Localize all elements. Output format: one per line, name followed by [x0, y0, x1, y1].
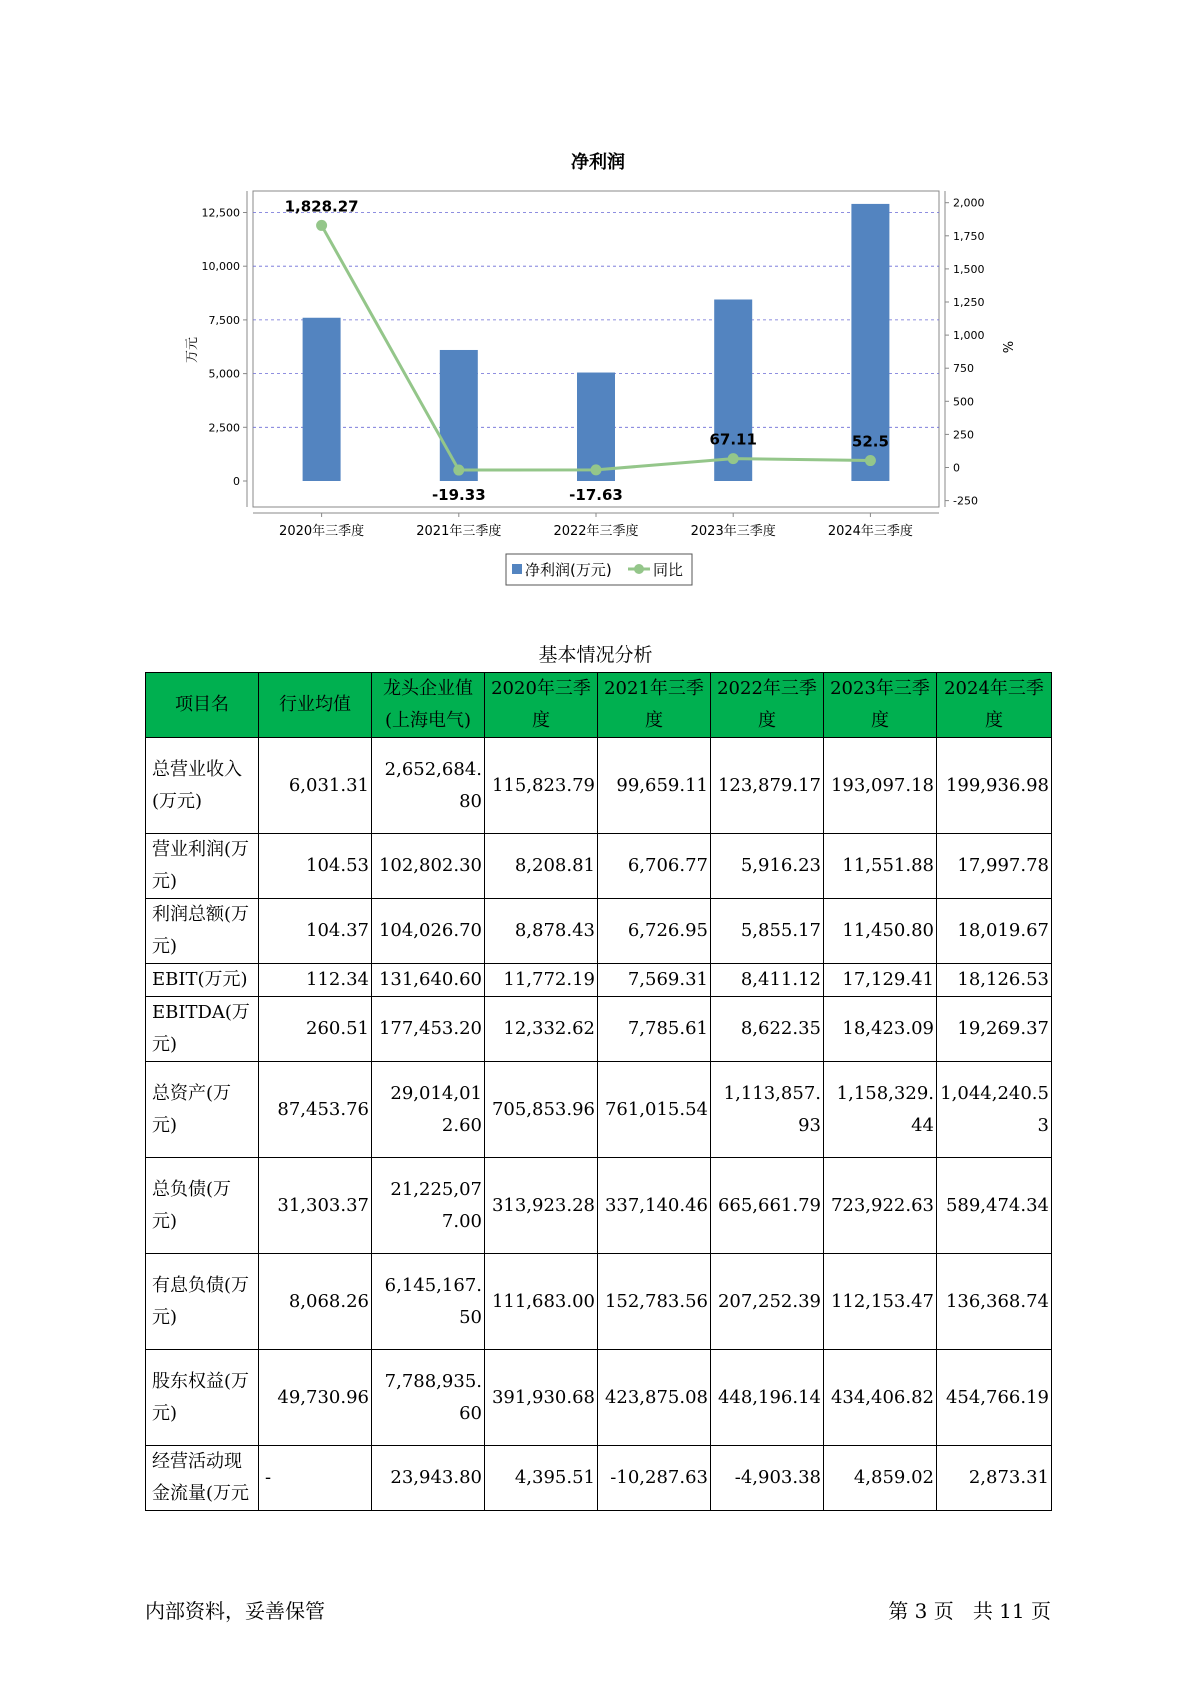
table-cell: 1,044,240.53: [937, 1062, 1052, 1158]
right-tick-label: 2,000: [953, 196, 985, 210]
table-cell: 7,785.61: [598, 997, 711, 1062]
table-cell: 6,706.77: [598, 834, 711, 899]
data-label: 52.5: [851, 432, 889, 451]
table-cell: 102,802.30: [372, 834, 485, 899]
table-cell: 761,015.54: [598, 1062, 711, 1158]
header-cell: 项目名: [146, 673, 259, 738]
row-label-cell: 总负债(万元): [146, 1158, 259, 1254]
table-cell: 104.37: [259, 899, 372, 964]
table-caption: 基本情况分析: [538, 644, 653, 666]
table-cell: 4,395.51: [485, 1446, 598, 1511]
table-row: [146, 1062, 1052, 1158]
table-cell: 19,269.37: [937, 997, 1052, 1062]
table-cell: 199,936.98: [937, 738, 1052, 834]
table-cell: 1,158,329.44: [824, 1062, 937, 1158]
table-cell: 8,411.12: [711, 964, 824, 997]
row-label-cell: 股东权益(万元): [146, 1350, 259, 1446]
table-cell: 49,730.96: [259, 1350, 372, 1446]
yoy-point: [316, 220, 327, 231]
x-tick-label: 2020年三季度: [279, 524, 365, 539]
yoy-point: [591, 464, 602, 475]
data-label: -17.63: [569, 485, 623, 504]
row-label-cell: 营业利润(万元): [146, 834, 259, 899]
header-cell: 2024年三季度: [937, 673, 1052, 738]
table-cell: 11,772.19: [485, 964, 598, 997]
table-cell: 193,097.18: [824, 738, 937, 834]
table-cell: 31,303.37: [259, 1158, 372, 1254]
table-cell: 8,878.43: [485, 899, 598, 964]
right-tick-label: 1,750: [953, 229, 985, 243]
row-label-cell: 总资产(万元): [146, 1062, 259, 1158]
row-label-cell: 总营业收入(万元): [146, 738, 259, 834]
table-cell: 434,406.82: [824, 1350, 937, 1446]
left-tick-label: 10,000: [201, 260, 240, 274]
table-cell: 115,823.79: [485, 738, 598, 834]
header-cell: 2021年三季度: [598, 673, 711, 738]
table-cell: 6,031.31: [259, 738, 372, 834]
right-tick-label: 500: [953, 395, 974, 409]
table-cell: 18,423.09: [824, 997, 937, 1062]
table-cell: 12,332.62: [485, 997, 598, 1062]
table-cell: 705,853.96: [485, 1062, 598, 1158]
x-tick-label: 2023年三季度: [690, 524, 776, 539]
table-cell: 23,943.80: [372, 1446, 485, 1511]
table-cell: 104,026.70: [372, 899, 485, 964]
left-tick-label: 12,500: [201, 206, 240, 220]
header-cell: 2020年三季度: [485, 673, 598, 738]
table-cell: 6,726.95: [598, 899, 711, 964]
table-cell: -4,903.38: [711, 1446, 824, 1511]
left-tick-label: 2,500: [208, 421, 240, 435]
table-cell: 99,659.11: [598, 738, 711, 834]
table-cell: 2,652,684.80: [372, 738, 485, 834]
right-tick-label: 750: [953, 362, 974, 376]
table-cell: 104.53: [259, 834, 372, 899]
table-cell: 5,855.17: [711, 899, 824, 964]
x-axis: [253, 513, 939, 539]
left-tick-label: 5,000: [208, 367, 240, 381]
table-row: [146, 1158, 1052, 1254]
right-tick-label: 250: [953, 428, 974, 442]
table-header: [146, 673, 1052, 738]
left-axis-label: 万元: [185, 336, 200, 364]
yoy-point: [865, 455, 876, 466]
left-axis: [202, 191, 248, 507]
table-cell: 29,014,012.60: [372, 1062, 485, 1158]
table-cell: 7,788,935.60: [372, 1350, 485, 1446]
data-label: 67.11: [709, 430, 757, 449]
table-cell: 112,153.47: [824, 1254, 937, 1350]
data-label: 1,828.27: [284, 197, 359, 216]
table-cell: 454,766.19: [937, 1350, 1052, 1446]
table-cell: 21,225,077.00: [372, 1158, 485, 1254]
right-axis: [945, 191, 985, 508]
table-cell: 448,196.14: [711, 1350, 824, 1446]
right-tick-label: 0: [953, 461, 960, 475]
left-tick-label: 7,500: [208, 313, 240, 327]
table-cell: 391,930.68: [485, 1350, 598, 1446]
table-cell: 112.34: [259, 964, 372, 997]
table-cell: 589,474.34: [937, 1158, 1052, 1254]
table-cell: 136,368.74: [937, 1254, 1052, 1350]
row-label-cell: 有息负债(万元): [146, 1254, 259, 1350]
table-cell: 17,997.78: [937, 834, 1052, 899]
yoy-point: [728, 453, 739, 464]
table-cell: 6,145,167.50: [372, 1254, 485, 1350]
bar: [440, 350, 478, 481]
table-cell: 152,783.56: [598, 1254, 711, 1350]
right-axis-label: %: [999, 340, 1014, 354]
table-row: [146, 964, 1052, 997]
legend-bar-swatch: [512, 564, 522, 574]
table-row: [146, 899, 1052, 964]
table-cell: 11,551.88: [824, 834, 937, 899]
table-cell: -10,287.63: [598, 1446, 711, 1511]
table-cell: 313,923.28: [485, 1158, 598, 1254]
table-cell: 8,068.26: [259, 1254, 372, 1350]
footer-confidential: 内部资料，妥善保管: [145, 1599, 325, 1623]
yoy-point: [453, 465, 464, 476]
chart-title: 净利润: [571, 152, 625, 173]
table-cell: -: [259, 1446, 372, 1511]
header-cell: 行业均值: [259, 673, 372, 738]
table-cell: 111,683.00: [485, 1254, 598, 1350]
table-cell: 260.51: [259, 997, 372, 1062]
header-cell: 2023年三季度: [824, 673, 937, 738]
x-tick-label: 2022年三季度: [553, 524, 639, 539]
table-row: [146, 834, 1052, 899]
table-cell: 177,453.20: [372, 997, 485, 1062]
header-cell: 龙头企业值(上海电气): [372, 673, 485, 738]
table-cell: 5,916.23: [711, 834, 824, 899]
table-cell: 337,140.46: [598, 1158, 711, 1254]
table-row: [146, 738, 1052, 834]
x-tick-label: 2024年三季度: [827, 524, 913, 539]
table-cell: 8,208.81: [485, 834, 598, 899]
table-cell: 123,879.17: [711, 738, 824, 834]
left-tick-label: 0: [233, 475, 240, 488]
table-cell: 1,113,857.93: [711, 1062, 824, 1158]
table-cell: 87,453.76: [259, 1062, 372, 1158]
right-tick-label: 1,250: [953, 296, 985, 309]
table-cell: 7,569.31: [598, 964, 711, 997]
table-cell: 665,661.79: [711, 1158, 824, 1254]
table-cell: 131,640.60: [372, 964, 485, 997]
legend-bar-label: 净利润(万元): [525, 561, 612, 579]
right-tick-label: 1,000: [953, 329, 985, 343]
header-row: [146, 673, 1052, 738]
legend-line-label: 同比: [653, 561, 684, 579]
table-row: [146, 1254, 1052, 1350]
right-tick-label: 1,500: [953, 262, 985, 276]
footer-page-number: 第 3 页 共 11 页: [888, 1599, 1051, 1623]
table-row: [146, 1350, 1052, 1446]
table-cell: 2,873.31: [937, 1446, 1052, 1511]
table-row: [146, 1446, 1052, 1511]
table-cell: 8,622.35: [711, 997, 824, 1062]
bar: [303, 318, 341, 481]
row-label-cell: 利润总额(万元): [146, 899, 259, 964]
basic-analysis-table: [145, 672, 1052, 1511]
table-cell: 11,450.80: [824, 899, 937, 964]
table-body: [146, 738, 1052, 1511]
table-row: [146, 997, 1052, 1062]
legend-line-marker: [634, 564, 644, 574]
table-cell: 207,252.39: [711, 1254, 824, 1350]
table-cell: 18,126.53: [937, 964, 1052, 997]
table-cell: 423,875.08: [598, 1350, 711, 1446]
row-label-cell: 经营活动现金流量(万元: [146, 1446, 259, 1511]
table-cell: 18,019.67: [937, 899, 1052, 964]
table-cell: 4,859.02: [824, 1446, 937, 1511]
legend: [506, 554, 692, 585]
row-label-cell: EBIT(万元): [146, 964, 259, 997]
table-cell: 17,129.41: [824, 964, 937, 997]
row-label-cell: EBITDA(万元): [146, 997, 259, 1062]
right-tick-label: -250: [953, 494, 978, 508]
header-cell: 2022年三季度: [711, 673, 824, 738]
net-profit-chart: [0, 0, 1191, 600]
table-cell: 723,922.63: [824, 1158, 937, 1254]
x-tick-label: 2021年三季度: [416, 524, 502, 539]
data-label: -19.33: [431, 486, 486, 505]
